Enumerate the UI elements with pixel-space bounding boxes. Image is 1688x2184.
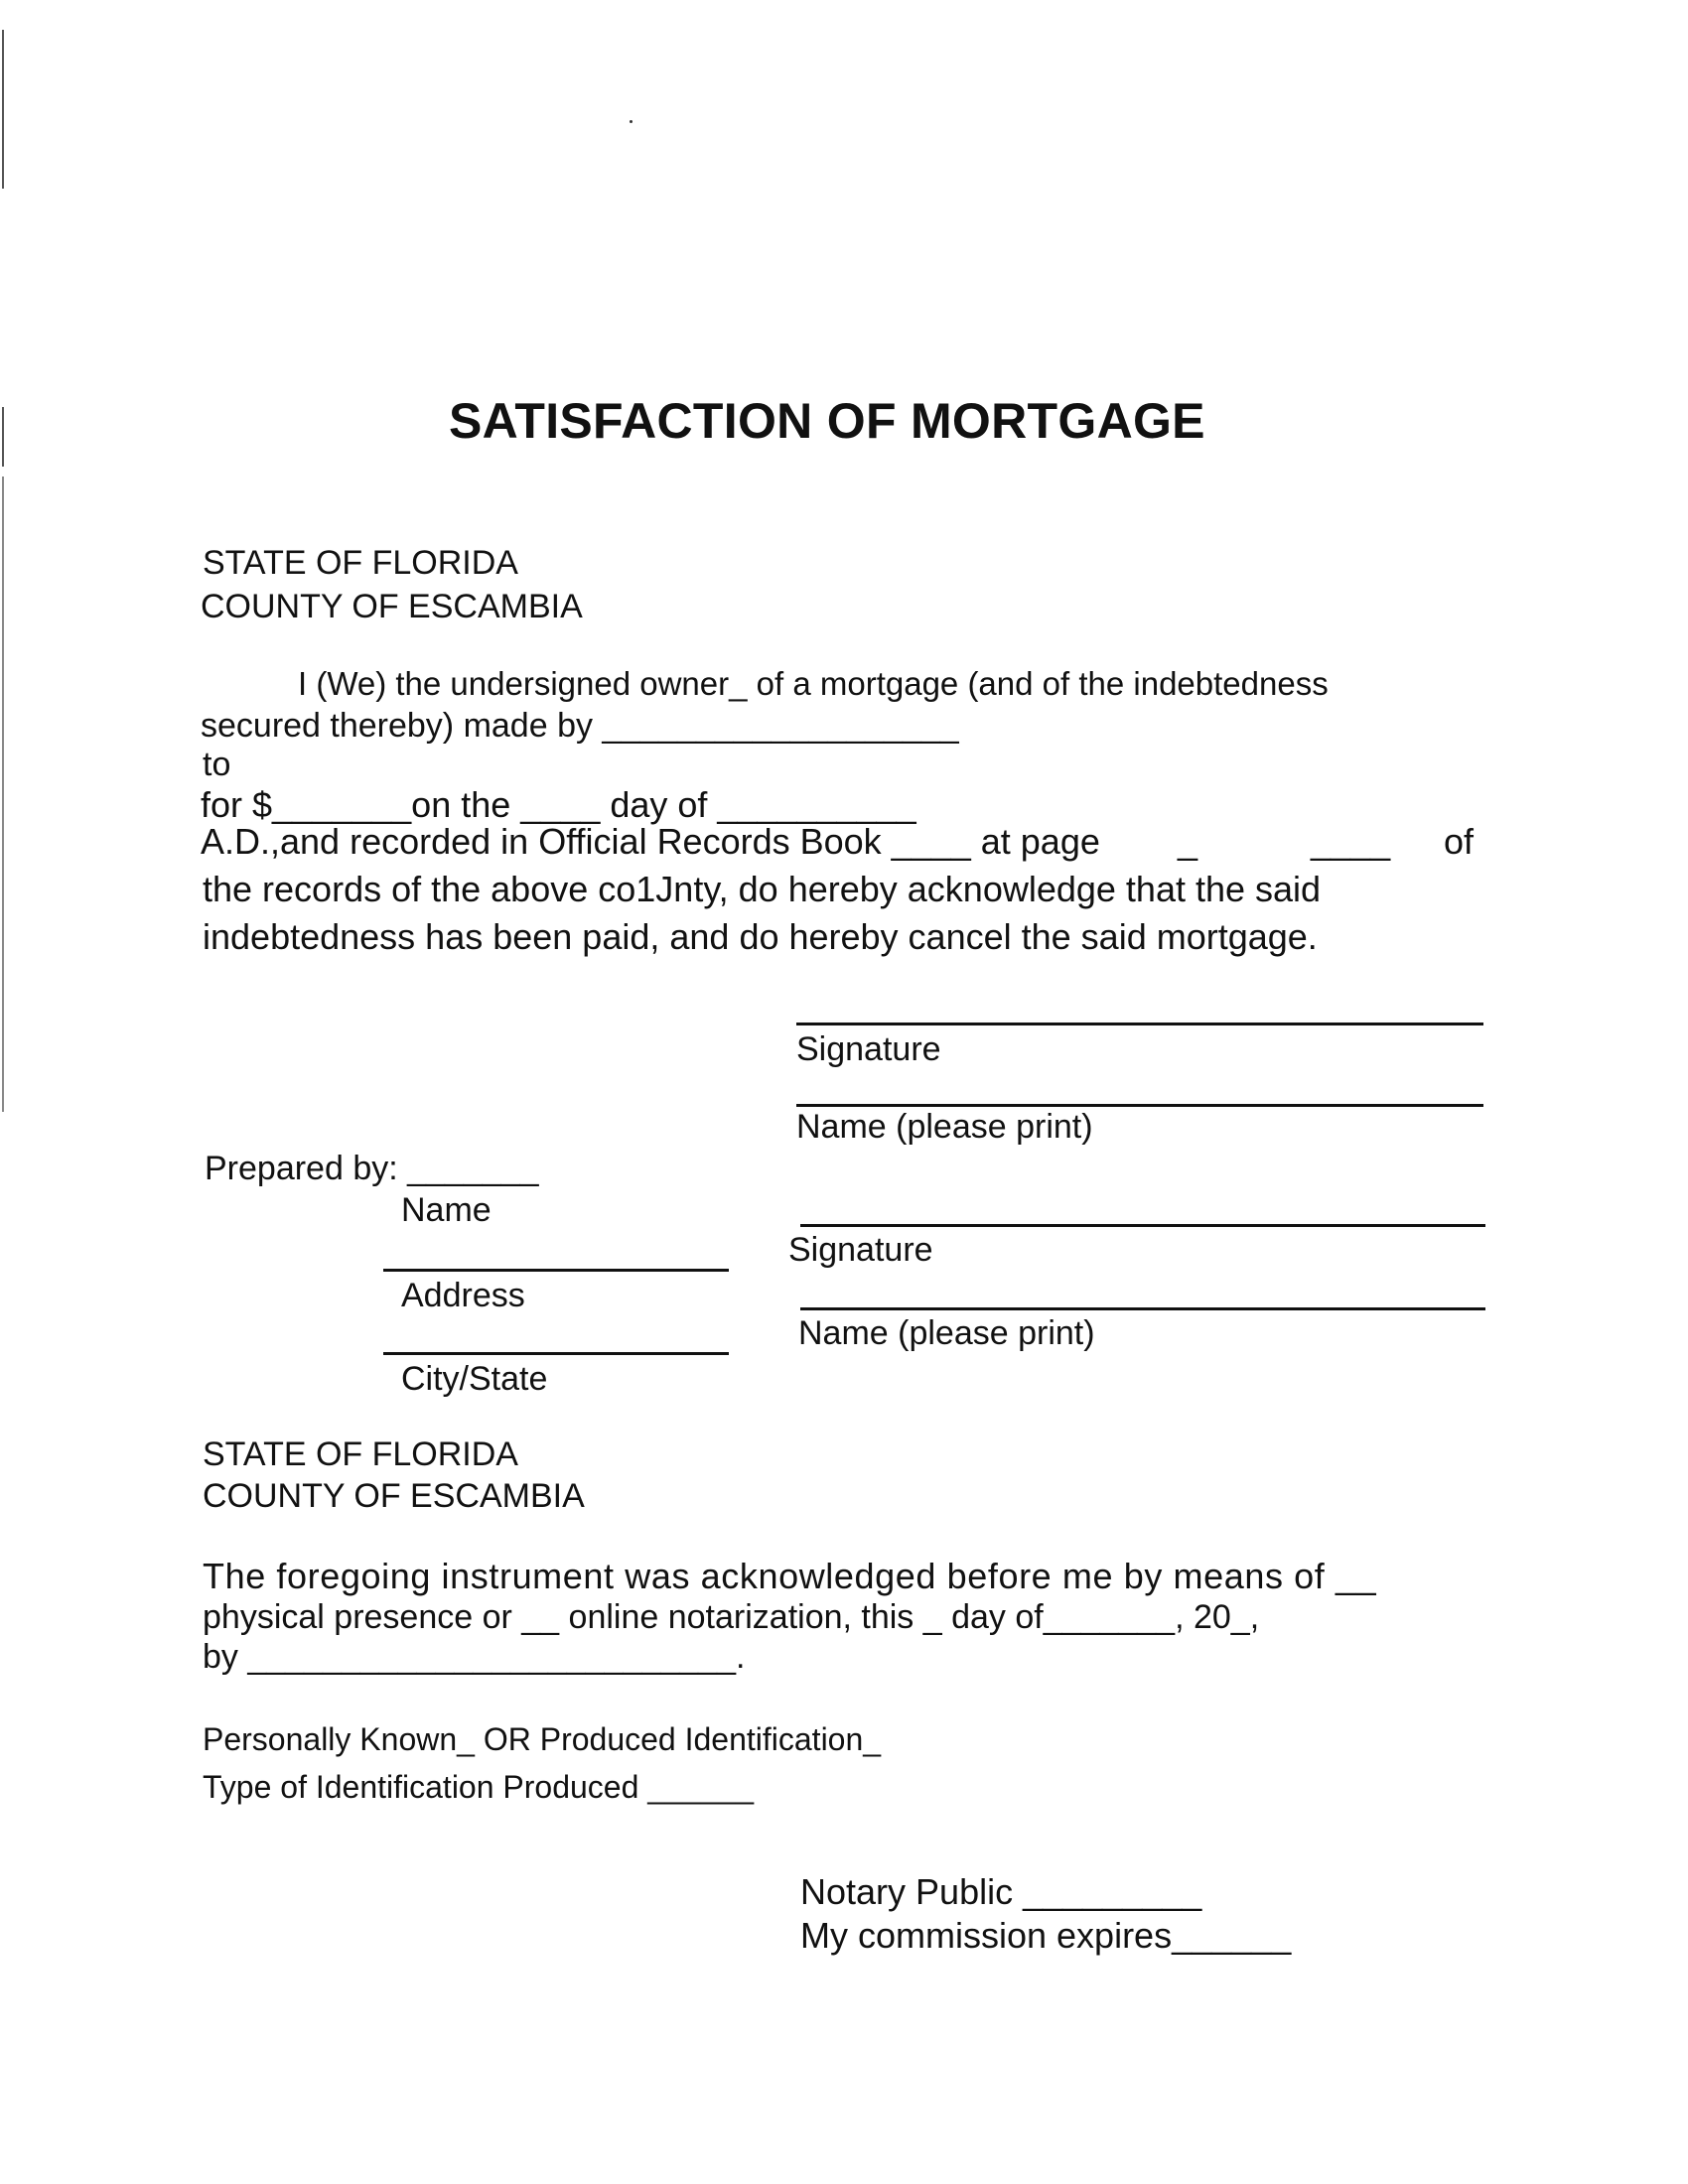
body-line-7: indebtedness has been paid, and do hereby cancel the said mortgage.	[203, 916, 1318, 957]
body-line-1: I (We) the undersigned owner_ of a mortgage (and of the indebtedness	[298, 665, 1329, 702]
preparer-address-label: Address	[401, 1277, 525, 1314]
signature-line-1	[796, 1023, 1483, 1025]
signature-line-2	[800, 1224, 1485, 1227]
preparer-city-state-label: City/State	[401, 1360, 548, 1398]
name-label-2: Name (please print)	[798, 1314, 1095, 1352]
body-line-4: for $_______on the ____ day of __________	[201, 784, 916, 825]
body-line-5: A.D.,and recorded in Official Records Book ____ at page	[201, 821, 1100, 862]
preparer-name-label: Name	[401, 1191, 492, 1229]
notary-public-label: Notary Public _________	[800, 1871, 1202, 1912]
preparer-city-line	[383, 1352, 729, 1355]
scan-edge-artifact	[0, 0, 6, 1112]
scan-speck	[630, 120, 633, 123]
body-line-3: to	[203, 746, 231, 783]
acknowledgment-line-1: The foregoing instrument was acknowledged before me by means of __	[203, 1556, 1377, 1596]
body-line-5-of: of	[1444, 821, 1475, 862]
venue2-county: COUNTY OF ESCAMBIA	[203, 1477, 585, 1515]
signature-label-1: Signature	[796, 1030, 941, 1068]
body-line-2: secured thereby) made by ___________________	[201, 707, 959, 745]
venue-county: COUNTY OF ESCAMBIA	[201, 588, 583, 625]
identification-line-2: Type of Identification Produced ______	[203, 1769, 755, 1805]
venue2-state: STATE OF FLORIDA	[203, 1435, 518, 1473]
name-label-1: Name (please print)	[796, 1108, 1093, 1146]
document-title: SATISFACTION OF MORTGAGE	[449, 393, 1205, 449]
preparer-address-line	[383, 1269, 729, 1272]
signature-label-2: Signature	[788, 1231, 933, 1269]
prepared-by-label: Prepared by: _______	[205, 1150, 539, 1187]
identification-line-1: Personally Known_ OR Produced Identification_	[203, 1721, 882, 1757]
acknowledgment-line-3: by __________________________.	[203, 1638, 746, 1676]
body-line-5-blank-b: ____	[1311, 821, 1391, 862]
acknowledgment-line-2: physical presence or __ online notarization, this _ day of_______, 20_,	[203, 1598, 1260, 1636]
name-line-2	[800, 1307, 1485, 1310]
body-line-5-blank-a: _	[1178, 821, 1198, 862]
venue-state: STATE OF FLORIDA	[203, 544, 518, 582]
name-line-1	[796, 1104, 1483, 1107]
body-line-6: the records of the above co1Jnty, do hereby acknowledge that the said	[203, 869, 1322, 909]
commission-expires-label: My commission expires______	[800, 1915, 1292, 1956]
